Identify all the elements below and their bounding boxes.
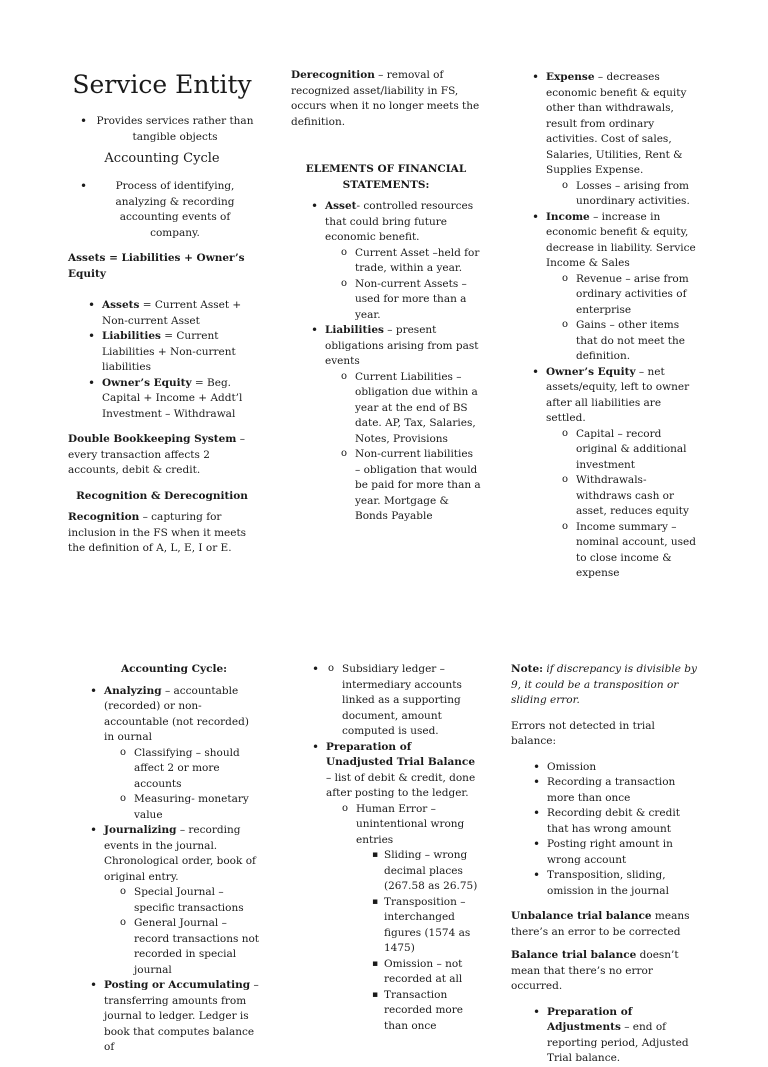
losses: o Losses – arising from unordinary activities.: [562, 179, 700, 210]
transaction-more: ▪ Transaction recorded more than once: [372, 988, 482, 1035]
expense-item: • Expense – decreases economic benefit & equity other than withdrawals, result from ordinary activities. Cost of sales, Salaries, Utilities, Rent & Supplies Expense. o Losses – arising from unordinary activities.: [530, 70, 700, 210]
derecognition-definition: Derecognition – removal of recognized asset/liability in FS, occurs when it no longer meets the definition.: [291, 69, 480, 128]
omission: ▪ Omission – not recorded at all: [372, 957, 482, 988]
owners-equity-item: • Owner’s Equity = Beg. Capital + Income + Addt’l Investment – Withdrawal: [86, 376, 256, 423]
error-omission: • Omission: [531, 760, 701, 776]
gains: o Gains – other items that do not meet the definition.: [562, 318, 700, 365]
measuring: o Measuring- monetary value: [120, 792, 260, 823]
asset-item: • Asset- controlled resources that could bring future economic benefit. o Current Asset –held for trade, within a year. o Non-current Assets – used for more than a year.: [309, 199, 481, 323]
accounting-cycle-heading-2: Accounting Cycle:: [120, 663, 228, 675]
analyzing-item: • Analyzing – accountable (recorded) or non-accountable (not recorded) in ournal o Classifying – should affect 2 or more accounts o Measuring- monetary value: [88, 684, 260, 824]
assets-item: • Assets = Current Asset + Non-current Asset: [86, 298, 256, 329]
top-column-2: [291, 68, 481, 525]
accounting-cycle-heading: Accounting Cycle: [104, 151, 220, 166]
top-column-3: [530, 70, 700, 582]
bottom-column-1: [88, 662, 260, 1053]
special-journal: o Special Journal – specific transactions: [120, 885, 260, 916]
bullet-process: • Process of identifying, analyzing & recording accounting events of company.: [78, 179, 256, 241]
note: Note: if discrepancy is divisible by 9, it could be a transposition or sliding error.: [511, 663, 697, 706]
subsidiary-ledger: o • Subsidiary ledger – intermediary accounts linked as a supporting document, amount computed is used.: [328, 662, 482, 740]
error-transposition: • Transposition, sliding, omission in the journal: [531, 868, 701, 899]
current-liabilities: o Current Liabilities – obligation due within a year at the end of BS date. AP, Tax, Salaries, Notes, Provisions: [341, 370, 481, 448]
elements-heading: ELEMENTS OF FINANCIAL STATEMENTS:: [305, 163, 467, 191]
prep-adjustments-item: • Preparation of Adjustments – end of reporting period, Adjusted Trial balance.: [531, 1005, 701, 1067]
noncurrent-asset: o Non-current Assets – used for more than a year.: [341, 277, 481, 324]
transposition: ▪ Transposition – interchanged figures (1574 as 1475): [372, 895, 482, 957]
bullet-provides: • Provides services rather than tangible objects: [78, 114, 256, 145]
error-wrong-account: • Posting right amount in wrong account: [531, 837, 701, 868]
bottom-column-2: [310, 662, 482, 1032]
bottom-column-3: [511, 662, 701, 1064]
sliding: ▪ Sliding – wrong decimal places (267.58 as 26.75): [372, 848, 482, 895]
posting-item: • Posting or Accumulating – transferring amounts from journal to ledger. Ledger is book that computes balance of: [88, 978, 260, 1056]
accounting-equation: Assets = Liabilities + Owner’s Equity: [68, 252, 245, 280]
recognition-heading: Recognition & Derecognition: [76, 489, 248, 502]
noncurrent-liabilities: o Non-current liabilities – obligation that would be paid for more than a year. Mortgage & Bonds Payable: [341, 447, 481, 525]
top-column-1: [68, 70, 256, 563]
withdrawals: o Withdrawals- withdraws cash or asset, reduces equity: [562, 473, 700, 520]
current-asset: o Current Asset –held for trade, within a year.: [341, 246, 481, 277]
capital: o Capital – record original & additional investment: [562, 427, 700, 474]
page-title: Service Entity: [72, 70, 252, 99]
double-bookkeeping: Double Bookkeeping System – every transaction affects 2 accounts, debit & credit.: [68, 433, 245, 476]
balance-trial-balance: Balance trial balance doesn’t mean that there’s no error occurred.: [511, 949, 679, 992]
recognition-definition: Recognition – capturing for inclusion in the FS when it meets the definition of A, L, E, I or E.: [68, 511, 247, 554]
general-journal: o General Journal – record transactions not recorded in special journal: [120, 916, 260, 978]
liabilities-item: • Liabilities – present obligations arising from past events o Current Liabilities – obligation due within a year at the end of BS date. AP, Tax, Salaries, Notes, Provisions o Non-current liabilities – obligation that would be paid for more than a year. Mortgage & Bonds Payable: [309, 323, 481, 525]
revenue: o Revenue – arise from ordinary activities of enterprise: [562, 272, 700, 319]
unbalance-trial-balance: Unbalance trial balance means there’s an error to be corrected: [511, 910, 690, 938]
income-item: • Income – increase in economic benefit & equity, decrease in liability. Service Income & Sales o Revenue – arise from ordinary activities of enterprise o Gains – other items that do not meet the definition.: [530, 210, 700, 365]
error-recording-more: • Recording a transaction more than once: [531, 775, 701, 806]
human-error: o Human Error – unintentional wrong entries ▪ Sliding – wrong decimal places (267.58 as 26.75) ▪ Transposition – interchanged figures (1574 as 1475) ▪ Omission – not recorded at all ▪ Transaction recorded more than once: [342, 802, 482, 1035]
income-summary: o Income summary – nominal account, used to close income & expense: [562, 520, 700, 582]
owners-equity-item: • Owner’s Equity – net assets/equity, left to owner after all liabilities are settled. o Capital – record original & additional investment o Withdrawals- withdraws cash or asset, reduces equity o Income summary – nominal account, used to close income & expense: [530, 365, 700, 582]
liabilities-item: • Liabilities = Current Liabilities + Non-current liabilities: [86, 329, 256, 376]
classifying: o Classifying – should affect 2 or more accounts: [120, 746, 260, 793]
error-wrong-amount: • Recording debit & credit that has wrong amount: [531, 806, 701, 837]
journalizing-item: • Journalizing – recording events in the journal. Chronological order, book of original entry. o Special Journal – specific transactions o General Journal – record transactions not recorded in special journal: [88, 823, 260, 978]
subsidiary-wrapper: [310, 662, 482, 740]
errors-heading: Errors not detected in trial balance:: [511, 719, 655, 747]
prep-unadjusted-item: • Preparation of Unadjusted Trial Balance – list of debit & credit, done after posting to the ledger. o Human Error – unintentional wrong entries ▪ Sliding – wrong decimal places (267.58 as 26.75) ▪ Transposition – interchanged figures (1574 as 1475) ▪ Omission – not recorded at all ▪ Transaction recorded more than once: [310, 740, 482, 1035]
